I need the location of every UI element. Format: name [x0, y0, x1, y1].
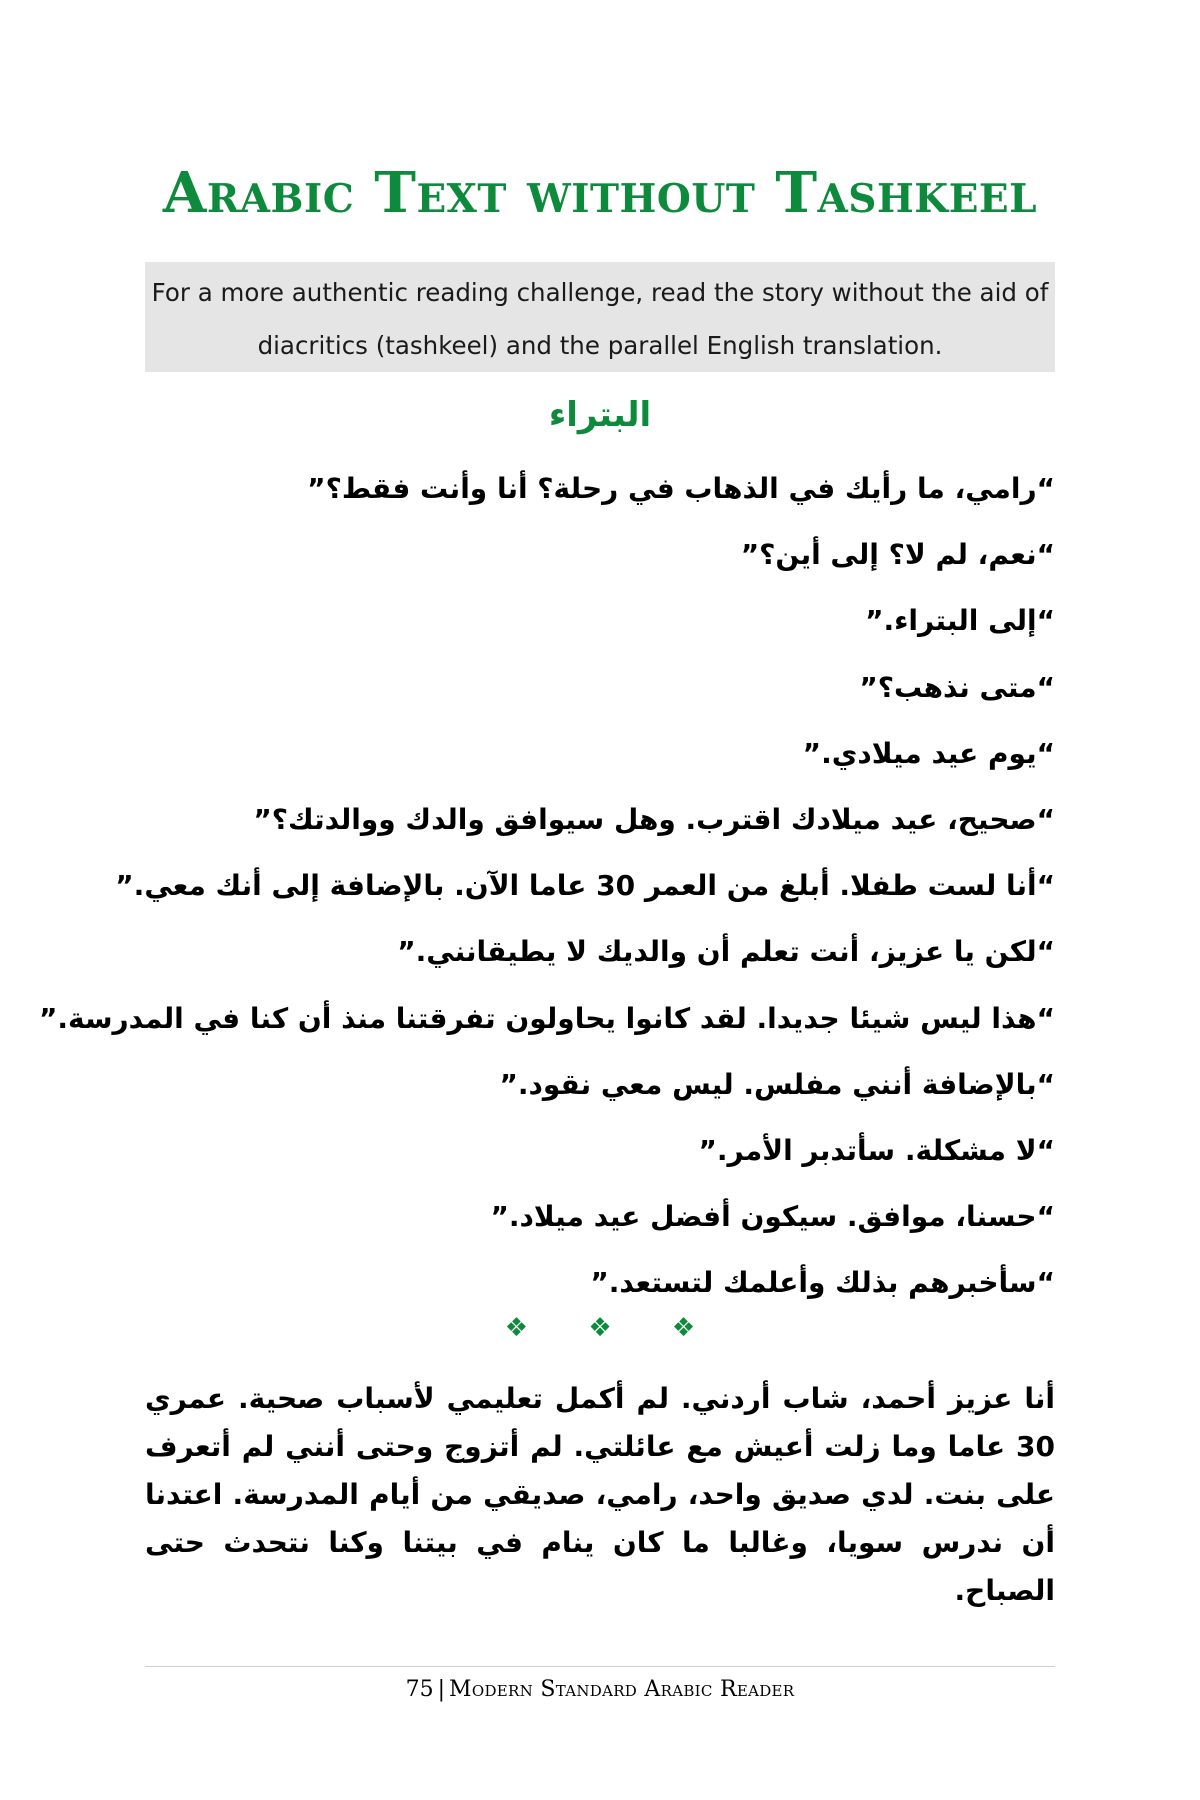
page-number: 75 [405, 1677, 434, 1702]
footer-separator: | [437, 1677, 446, 1702]
dialogue-line: “إلى البتراء.” [865, 604, 1055, 638]
intro-text: For a more authentic reading challenge, read the story without the aid of diacritics (tashkeel) and the parallel English translation. [151, 278, 1049, 360]
dialogue-line: “نعم، لم لا؟ إلى أين؟” [740, 538, 1055, 572]
dialogue-line: “أنا لست طفلا. أبلغ من العمر 30 عاما الآن. بالإضافة إلى أنك معي.” [115, 869, 1055, 903]
dialogue-line: “لكن يا عزيز، أنت تعلم أن والديك لا يطيقانني.” [397, 935, 1055, 969]
dialogue-line: “رامي، ما رأيك في الذهاب في رحلة؟ أنا وأنت فقط؟” [307, 472, 1055, 505]
dialogue-line: “بالإضافة أنني مفلس. ليس معي نقود.” [499, 1067, 1055, 1101]
dialogue-line: “سأخبرهم بذلك وأعلمك لتستعد.” [590, 1266, 1055, 1300]
dialogue-list [39, 456, 1055, 1316]
narrative-paragraph: أنا عزيز أحمد، شاب أردني. لم أكمل تعليمي لأسباب صحية. عمري 30 عاما وما زلت أعيش مع عائلتي. لم أتزوج وحتى أنني لم أتعرف على بنت. لدي صديق واحد، رامي، صديقي من أيام المدرسة. اعتدنا أن ندرس سويا، وغالبا ما كان ينام في بيتنا وكنا نتحدث حتى الصباح. [145, 1382, 1055, 1607]
section-separator-icon: ❖ ❖ ❖ [504, 1313, 722, 1343]
dialogue-line: “هذا ليس شيئا جديدا. لقد كانوا يحاولون تفرقتنا منذ أن كنا في المدرسة.” [39, 1001, 1055, 1035]
dialogue-line: “صحيح، عيد ميلادك اقترب. وهل سيوافق والدك ووالدتك؟” [253, 802, 1055, 836]
footer-divider [145, 1666, 1055, 1667]
dialogue-line: “حسنا، موافق. سيكون أفضل عيد ميلاد.” [490, 1200, 1055, 1234]
dialogue-line: “يوم عيد ميلادي.” [802, 736, 1055, 770]
story-title: البتراء [548, 395, 652, 435]
dialogue-line: “متى نذهب؟” [859, 670, 1055, 704]
dialogue-line: “لا مشكلة. سأتدبر الأمر.” [698, 1133, 1055, 1167]
page-title: Arabic Text without Tashkeel [162, 160, 1038, 226]
page-footer [0, 1672, 1200, 1708]
intro-box [145, 262, 1055, 372]
book-title: Modern Standard Arabic Reader [449, 1677, 795, 1702]
